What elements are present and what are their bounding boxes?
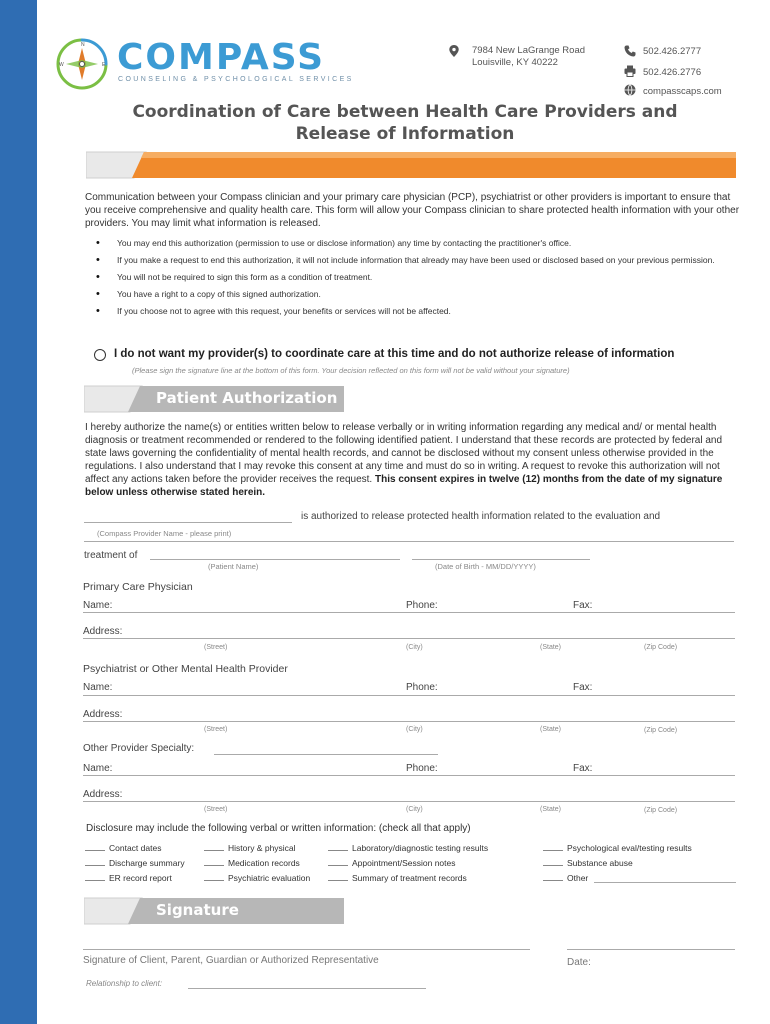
phone-number: 502.426.2777 bbox=[643, 46, 702, 57]
pcp-street-label: (Street) bbox=[204, 644, 228, 651]
list-item: • You will not be required to sign this form as a condition of treatment. bbox=[94, 271, 734, 283]
pcp-name-label: Name: bbox=[83, 600, 113, 611]
checkbox-contact-dates[interactable]: Contact dates bbox=[85, 843, 161, 853]
other-name-phone-fax-field[interactable] bbox=[83, 775, 735, 776]
date-of-birth-field[interactable] bbox=[412, 559, 590, 560]
checkbox-er-record-report[interactable]: ER record report bbox=[85, 873, 172, 883]
orange-ribbon-divider bbox=[86, 150, 736, 180]
globe-icon bbox=[624, 84, 636, 96]
checkbox-medication-records[interactable]: Medication records bbox=[204, 858, 300, 868]
other-specialty-label: Other Provider Specialty: bbox=[83, 743, 195, 754]
authorization-text: I hereby authorize the name(s) or entities written below to release verbally or in writing information regarding any medical and/ or mental health diagnosis or treatment recommended or rendered to the following identified patient. I understand that these records are protected by federal and state laws governing the confidentiality of mental health records, and cannot be disclosed without my consent unless otherwise provided in the regulations. I also understand that I may revoke this consent at any time and must do so in writing. A request to revoke this authorization will not affect any actions taken before the provider receives the request. bbox=[85, 422, 723, 485]
psychiatrist-state-label: (State) bbox=[540, 726, 562, 733]
pcp-zip-label: (Zip Code) bbox=[644, 644, 678, 651]
pcp-name-phone-fax-field[interactable] bbox=[83, 612, 735, 613]
date-field[interactable] bbox=[567, 949, 735, 950]
psychiatrist-name-label: Name: bbox=[83, 682, 113, 693]
other-specify-field[interactable] bbox=[594, 882, 736, 883]
opt-out-note: (Please sign the signature line at the bottom of this form. Your decision reflected on this form will not be valid without your signature) bbox=[132, 366, 570, 375]
signature-title: Signature bbox=[156, 901, 239, 919]
form-title-line-1: Coordination of Care between Health Care Providers and bbox=[132, 102, 678, 122]
list-item: • You may end this authorization (permission to use or disclose information) any time by contacting the practitioner's office. bbox=[94, 237, 734, 249]
compass-logo-icon bbox=[52, 34, 112, 94]
patient-authorization-header bbox=[84, 384, 344, 414]
psychiatrist-street-label: (Street) bbox=[204, 726, 228, 733]
psychiatrist-name-phone-fax-field[interactable] bbox=[83, 695, 735, 696]
authorization-paragraph bbox=[85, 421, 740, 499]
svg-text:W: W bbox=[59, 62, 64, 68]
fax-number: 502.426.2776 bbox=[643, 67, 702, 78]
pcp-city-label: (City) bbox=[406, 644, 423, 651]
other-address-label: Address: bbox=[83, 789, 123, 800]
treatment-of-label: treatment of bbox=[84, 550, 138, 561]
opt-out-label: I do not want my provider(s) to coordinate care at this time and do not authorize release of information bbox=[114, 348, 675, 360]
fax-printer-icon bbox=[624, 65, 636, 77]
side-accent-bar bbox=[0, 0, 37, 1024]
checkbox-psychiatric-evaluation[interactable]: Psychiatric evaluation bbox=[204, 873, 310, 883]
psychiatrist-city-label: (City) bbox=[406, 726, 423, 733]
pcp-heading: Primary Care Physician bbox=[83, 581, 193, 593]
other-state-label: (State) bbox=[540, 806, 562, 813]
svg-text:E: E bbox=[102, 62, 106, 68]
dob-label: (Date of Birth - MM/DD/YYYY) bbox=[435, 562, 536, 571]
signature-label: Signature of Client, Parent, Guardian or Authorized Representative bbox=[83, 955, 379, 966]
brand-tagline: COUNSELING & PSYCHOLOGICAL SERVICES bbox=[118, 76, 354, 83]
psychiatrist-zip-label: (Zip Code) bbox=[644, 727, 678, 734]
address-line-1: 7984 New LaGrange Road bbox=[472, 45, 586, 56]
pcp-phone-label: Phone: bbox=[406, 600, 438, 611]
phone-icon bbox=[624, 45, 636, 57]
checkbox-psychological-eval[interactable]: Psychological eval/testing results bbox=[543, 843, 692, 853]
form-title bbox=[60, 101, 750, 145]
svg-text:N: N bbox=[81, 42, 85, 48]
pcp-address-label: Address: bbox=[83, 626, 123, 637]
other-fax-label: Fax: bbox=[573, 763, 593, 774]
signature-header bbox=[84, 896, 344, 926]
relationship-label: Relationship to client: bbox=[86, 979, 163, 988]
psychiatrist-heading: Psychiatrist or Other Mental Health Provider bbox=[83, 663, 288, 675]
disclosure-title: Disclosure may include the following verbal or written information: (check all that apply) bbox=[86, 823, 471, 834]
location-pin-icon bbox=[448, 45, 460, 57]
opt-out-radio[interactable] bbox=[94, 349, 106, 361]
other-name-label: Name: bbox=[83, 763, 113, 774]
checkbox-treatment-summary[interactable]: Summary of treatment records bbox=[328, 873, 467, 883]
psychiatrist-phone-label: Phone: bbox=[406, 682, 438, 693]
psychiatrist-address-field[interactable] bbox=[83, 721, 735, 722]
checkbox-discharge-summary[interactable]: Discharge summary bbox=[85, 858, 185, 868]
patient-name-label: (Patient Name) bbox=[208, 562, 259, 571]
other-address-field[interactable] bbox=[83, 801, 735, 802]
other-city-label: (City) bbox=[406, 806, 423, 813]
other-street-label: (Street) bbox=[204, 806, 228, 813]
pcp-address-field[interactable] bbox=[83, 638, 735, 639]
pcp-state-label: (State) bbox=[540, 644, 562, 651]
other-zip-label: (Zip Code) bbox=[644, 807, 678, 814]
brand-name: COMPASS bbox=[117, 37, 326, 78]
other-phone-label: Phone: bbox=[406, 763, 438, 774]
date-label: Date: bbox=[567, 957, 591, 968]
patient-name-field[interactable] bbox=[150, 559, 400, 560]
extra-line bbox=[84, 541, 734, 542]
checkbox-other[interactable]: Other bbox=[543, 873, 588, 883]
consent-expiry-text: This consent expires in twelve (12) months from the date of my signature below unless otherwise stated herein. bbox=[85, 474, 723, 498]
website-link[interactable]: compasscaps.com bbox=[643, 86, 722, 97]
pcp-fax-label: Fax: bbox=[573, 600, 593, 611]
form-title-line-2: Release of Information bbox=[295, 124, 515, 144]
authorized-text: is authorized to release protected health information related to the evaluation and bbox=[301, 511, 661, 522]
checkbox-history-physical[interactable]: History & physical bbox=[204, 843, 296, 853]
checkbox-substance-abuse[interactable]: Substance abuse bbox=[543, 858, 633, 868]
list-item: • If you make a request to end this authorization, it will not include information that already may have been used or disclosed based on your previous permission. bbox=[94, 254, 734, 266]
other-specialty-field[interactable] bbox=[214, 754, 438, 755]
psychiatrist-address-label: Address: bbox=[83, 709, 123, 720]
address-line-2: Louisville, KY 40222 bbox=[472, 57, 558, 68]
patient-authorization-title: Patient Authorization bbox=[156, 389, 338, 407]
provider-name-field[interactable] bbox=[84, 522, 292, 523]
list-item: • If you choose not to agree with this request, your benefits or services will not be affected. bbox=[94, 305, 734, 317]
relationship-field[interactable] bbox=[188, 988, 426, 989]
checkbox-appointment-notes[interactable]: Appointment/Session notes bbox=[328, 858, 455, 868]
psychiatrist-fax-label: Fax: bbox=[573, 682, 593, 693]
provider-name-label: (Compass Provider Name - please print) bbox=[97, 529, 232, 538]
signature-field[interactable] bbox=[83, 949, 530, 950]
intro-paragraph: Communication between your Compass clinician and your primary care physician (PCP), psychiatrist or other providers is important to ensure that you receive comprehensive and quality health care. This form will allow your Compass clinician to share protected health information with your other providers. You may limit what information is released. bbox=[85, 192, 740, 229]
checkbox-laboratory-testing[interactable]: Laboratory/diagnostic testing results bbox=[328, 843, 488, 853]
rights-list bbox=[94, 237, 734, 322]
list-item: • You have a right to a copy of this signed authorization. bbox=[94, 288, 734, 300]
